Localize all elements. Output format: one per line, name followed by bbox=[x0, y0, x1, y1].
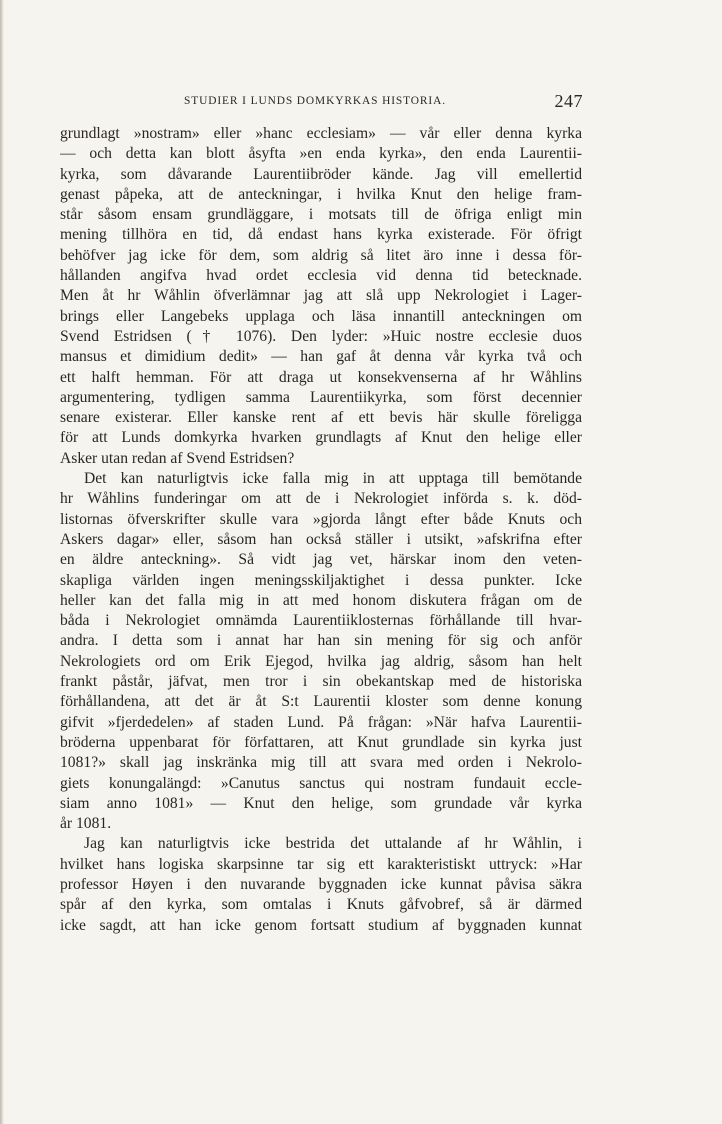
text-line: siam anno 1081» — Knut den helige, som grundade vår kyrka bbox=[60, 794, 582, 812]
text-line: Nekrologiets ord om Erik Ejegod, hvilka jag aldrig, såsom han helt bbox=[60, 652, 582, 670]
page-number: 247 bbox=[554, 91, 583, 111]
text-line: listornas öfverskrifter skulle vara »gjorda långt efter både Knuts och bbox=[60, 510, 582, 528]
text-line: för att Lunds domkyrka hvarken grundlagts af Knut den helige eller bbox=[60, 429, 582, 447]
text-line: andra. I detta som i annat har han sin mening för sig och anför bbox=[60, 632, 582, 650]
text-line: grundlagt »nostram» eller »hanc ecclesiam» — vår eller denna kyrka bbox=[60, 125, 582, 142]
text-line: professor Høyen i den nuvarande byggnaden icke kunnat påvisa säkra bbox=[60, 875, 582, 893]
text-line: giets konungalängd: »Canutus sanctus qui nostram fundauit eccle- bbox=[60, 774, 582, 792]
text-line: mening tillhöra en tid, då endast hans kyrka existerade. För öfrigt bbox=[60, 226, 582, 244]
body-text bbox=[60, 124, 582, 936]
text-line: en äldre anteckning». Så vidt jag vet, härskar inom den veten- bbox=[60, 551, 582, 569]
text-line: står såsom ensam grundläggare, i motsats till de öfriga enligt min bbox=[60, 206, 582, 224]
text-line: hållanden angifva hvad ordet ecclesia vid denna tid betecknade. bbox=[60, 267, 582, 285]
text-line: argumentering, tydligen samma Laurentiikyrka, som först decennier bbox=[60, 388, 582, 406]
page-edge bbox=[0, 0, 4, 1124]
text-line: Askers dagar» eller, såsom han också ställer i utsikt, »afskrifna efter bbox=[60, 530, 582, 548]
text-line: frankt påstår, jäfvat, men tror i sin obekantskap med de historiska bbox=[60, 673, 582, 691]
page-header bbox=[60, 91, 582, 117]
text-line: hvilket hans logiska skarpsinne tar sig ett karakteristiskt uttryck: »Har bbox=[60, 855, 582, 873]
text-line: skapliga världen ingen meningsskiljaktighet i dessa punkter. Icke bbox=[60, 571, 582, 589]
running-head: STUDIER I LUNDS DOMKYRKAS HISTORIA. bbox=[184, 95, 446, 107]
text-line: Men åt hr Wåhlin öfverlämnar jag att slå upp Nekrologiet i Lager- bbox=[60, 287, 582, 305]
text-line: icke sagdt, att han icke genom fortsatt studium af byggnaden kunnat bbox=[60, 916, 582, 934]
text-line: ett halft hemman. För att draga ut konsekvenserna af hr Wåhlins bbox=[60, 368, 582, 386]
text-line: hr Wåhlins funderingar om att de i Nekrologiet införda s. k. död- bbox=[60, 490, 582, 508]
text-line: senare existerar. Eller kanske rent af ett bevis här skulle föreligga bbox=[60, 409, 582, 427]
text-line: förhållandena, att det är åt S:t Laurentii kloster som denne konung bbox=[60, 693, 582, 711]
text-line: genast påpeka, att de anteckningar, i hvilka Knut den helige fram- bbox=[60, 185, 582, 203]
text-line: — och detta kan blott åsyfta »en enda kyrka», den enda Laurentii- bbox=[60, 145, 582, 163]
text-line: heller kan det falla mig in att med honom diskutera frågan om de bbox=[60, 591, 582, 609]
text-line: båda i Nekrologiet omnämda Laurentiiklosternas förhållande till hvar- bbox=[60, 612, 582, 630]
text-line: Svend Estridsen († 1076). Den lyder: »Huic nostre ecclesie duos bbox=[60, 327, 582, 345]
text-line: bröderna uppenbarat för författaren, att Knut grundlade sin kyrka just bbox=[60, 733, 582, 751]
paragraph-start-line: Det kan naturligtvis icke falla mig in att upptaga till bemötande bbox=[84, 470, 582, 488]
paragraph-end-line: år 1081. bbox=[60, 815, 112, 833]
text-line: brings eller Langebeks upplaga och läsa innantill anteckningen om bbox=[60, 307, 582, 325]
text-line: gifvit »fjerdedelen» af staden Lund. På frågan: »När hafva Laurentii- bbox=[60, 713, 582, 731]
text-line: spår af den kyrka, som omtalas i Knuts gåfvobref, så är därmed bbox=[60, 896, 582, 914]
text-line: mansus et dimidium dedit» — han gaf åt denna vår kyrka två och bbox=[60, 348, 582, 366]
text-line: 1081?» skall jag inskränka mig till att svara med orden i Nekrolo- bbox=[60, 754, 582, 772]
paragraph-start-line: Jag kan naturligtvis icke bestrida det uttalande af hr Wåhlin, i bbox=[84, 835, 582, 853]
paragraph-end-line: Asker utan redan af Svend Estridsen? bbox=[60, 449, 295, 467]
text-line: behöfver jag icke för dem, som aldrig så litet äro inne i dessa för- bbox=[60, 246, 582, 264]
text-line: kyrka, som dåvarande Laurentiibröder kände. Jag vill emellertid bbox=[60, 165, 582, 183]
